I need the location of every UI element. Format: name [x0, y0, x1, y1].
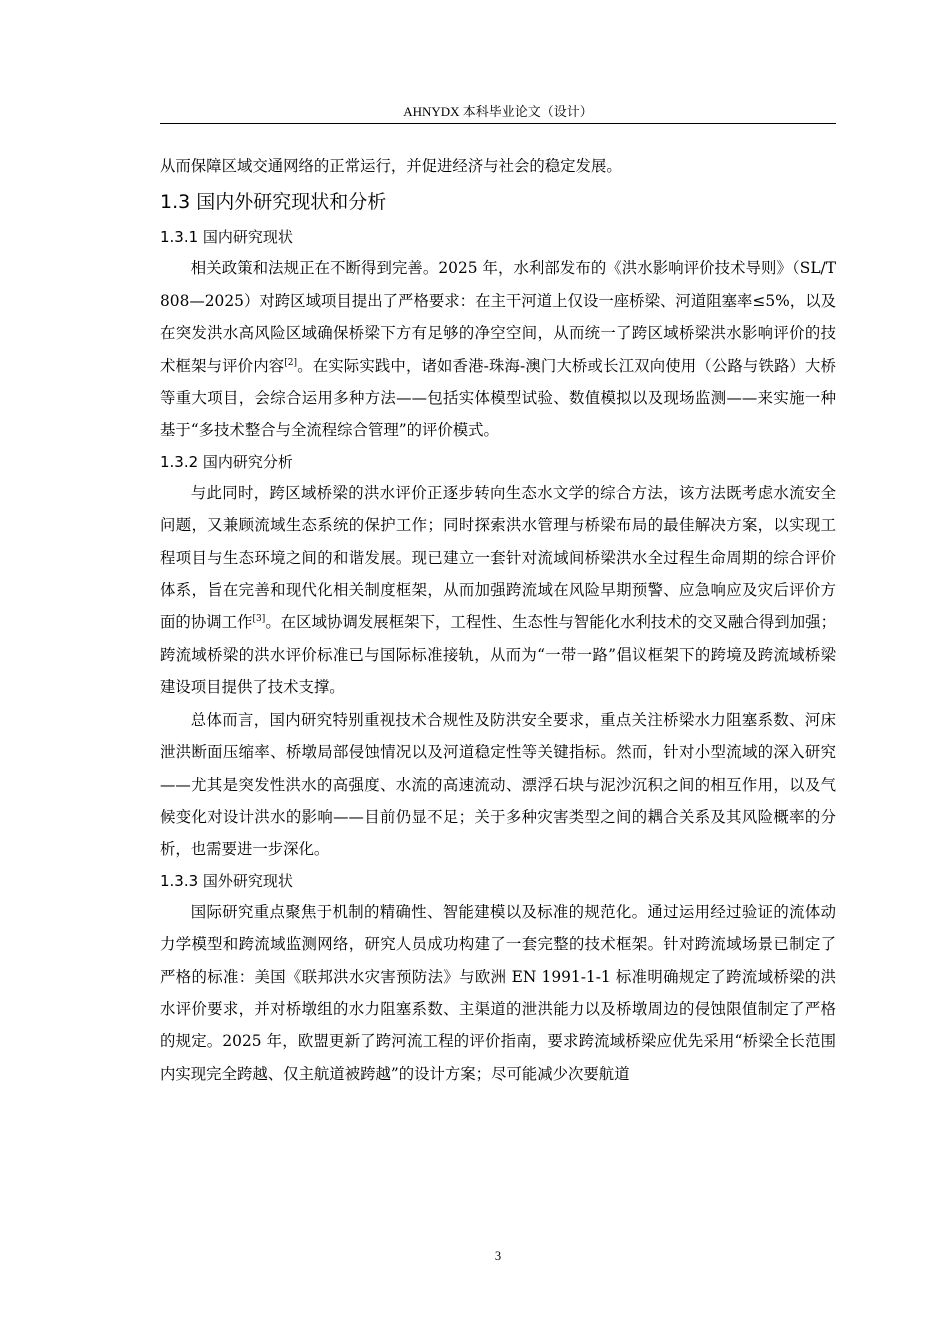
page-number: 3 — [494, 1249, 502, 1263]
paragraph-domestic-analysis — [160, 477, 836, 704]
paragraph-text: 。在实际实践中，诸如香港-珠海-澳门大桥或长江双向使用（公路与铁路）大桥等重大项目，会综合运用多种方法——包括实体模型试验、数值模拟以及现场监测——来实施一种基于“多技术整合与全流程综合管理”的评价模式。 — [160, 356, 836, 440]
paragraph-text: 与此同时，跨区域桥梁的洪水评价正逐步转向生态水文学的综合方法，该方法既考虑水流安全问题，又兼顾流域生态系统的保护工作；同时探索洪水管理与桥梁布局的最佳解决方案，以实现工程项目与生态环境之间的和谐发展。现已建立一套针对流域间桥梁洪水全过程生命周期的综合评价体系，旨在完善和现代化相关制度框架，从而加强跨流域在风险早期预警、应急响应及灾后评价方面的协调工作 — [160, 483, 836, 632]
paragraph-text: 。在区域协调发展框架下，工程性、生态性与智能化水利技术的交叉融合得到加强；跨流域桥梁的洪水评价标准已与国际标准接轨，从而为“一带一路”倡议框架下的跨境及跨流域桥梁建设项目提供了技术支撑。 — [160, 613, 836, 697]
subsection-heading-1-3-2: 1.3.2 国内研究分析 — [160, 452, 293, 471]
paragraph-text: 相关政策和法规正在不断得到完善。2025 年，水利部发布的《洪水影响评价技术导则》（SL/T 808—2025）对跨区域项目提出了严格要求：在主干河道上仅设一座桥梁、河道阻塞率≤5%，以及在突发洪水高风险区域确保桥梁下方有足够的净空空间，从而统一了跨区域桥梁洪水影响评价的技术框架与评价内容 — [160, 259, 836, 375]
running-header: AHNYDX 本科毕业论文（设计） — [403, 104, 593, 119]
subsection-heading-1-3-1: 1.3.1 国内研究现状 — [160, 228, 293, 247]
paragraph-domestic-status — [160, 252, 836, 446]
paragraph-continuation: 从而保障区域交通网络的正常运行，并促进经济与社会的稳定发展。 — [160, 157, 622, 175]
citation-ref[interactable]: [2] — [284, 357, 298, 368]
page-body — [160, 150, 836, 1090]
citation-ref[interactable]: [3] — [252, 614, 266, 625]
paragraph-summary: 总体而言，国内研究特别重视技术合规性及防洪安全要求，重点关注桥梁水力阻塞系数、河床泄洪断面压缩率、桥墩局部侵蚀情况以及河道稳定性等关键指标。然而，针对小型流域的深入研究——尤其是突发性洪水的高强度、水流的高速流动、漂浮石块与泥沙沉积之间的相互作用，以及气候变化对设计洪水的影响——目前仍显不足；关于多种灾害类型之间的耦合关系及其风险概率的分析，也需要进一步深化。 — [160, 710, 836, 859]
section-heading-1-3: 1.3 国内外研究现状和分析 — [160, 191, 387, 214]
subsection-heading-1-3-3: 1.3.3 国外研究现状 — [160, 871, 293, 890]
paragraph-foreign-status: 国际研究重点聚焦于机制的精确性、智能建模以及标准的规范化。通过运用经过验证的流体动力学模型和跨流域监测网络，研究人员成功构建了一套完整的技术框架。针对跨流域场景已制定了严格的标准：美国《联邦洪水灾害预防法》与欧洲 EN 1991-1-1 标准明确规定了跨流域桥梁的洪水评价要求，并对桥墩组的水力阻塞系数、主渠道的泄洪能力以及桥墩周边的侵蚀限值制定了严格的规定。2025 年，欧盟更新了跨河流工程的评价指南，要求跨流域桥梁应优先采用“桥梁全长范围内实现完全跨越、仅主航道被跨越”的设计方案；尽可能减少次要航道 — [160, 902, 836, 1083]
header-rule — [160, 123, 836, 124]
